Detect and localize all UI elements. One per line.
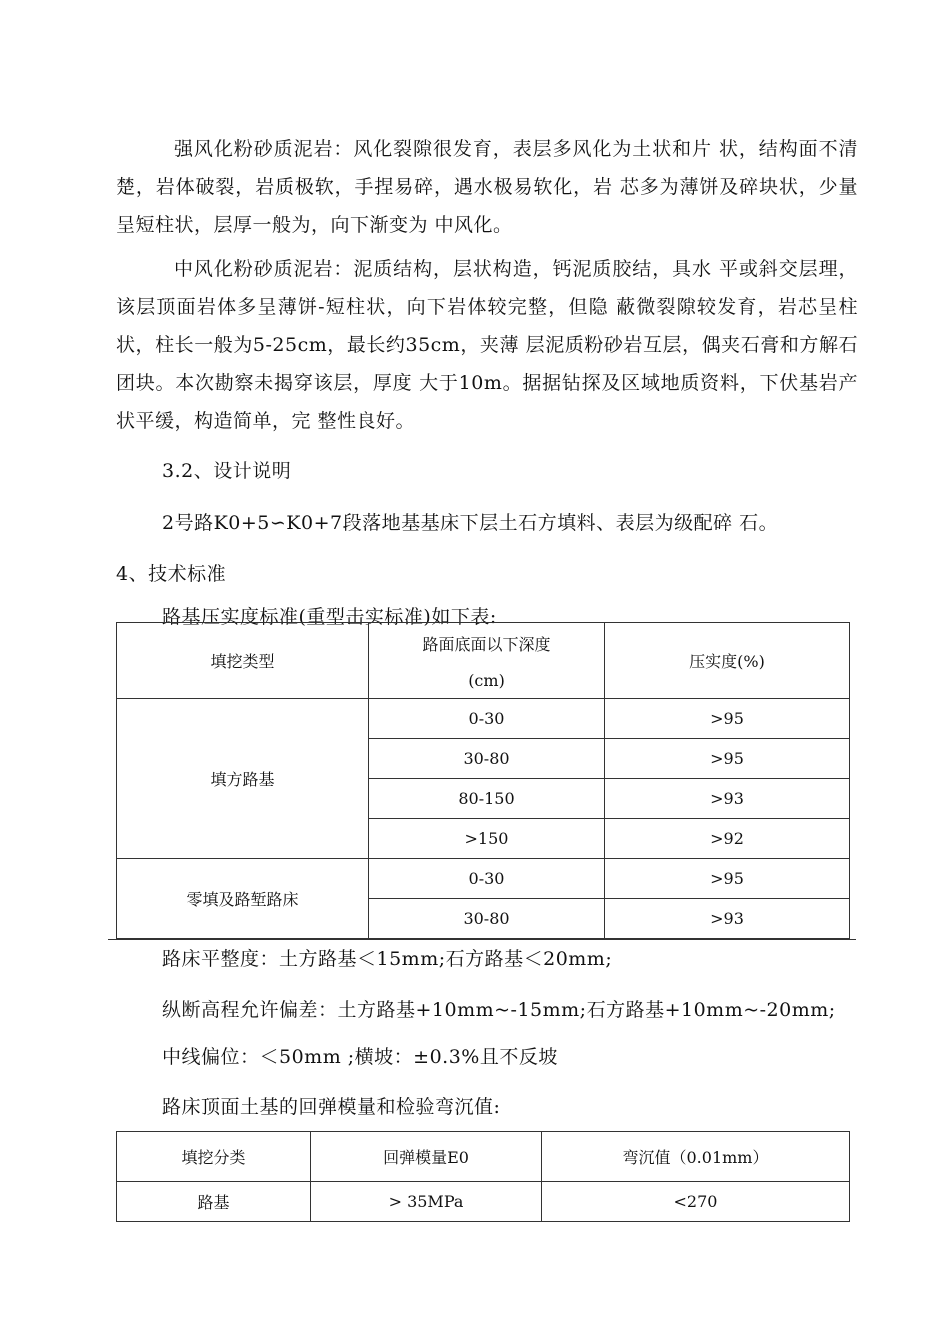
- table1-caption: 路基压实度标准(重型击实标准)如下表:: [162, 606, 497, 628]
- spec-modulus-intro: 路床顶面土基的回弹模量和检验弯沉值:: [162, 1096, 501, 1118]
- depth-cell: 30-80: [369, 899, 605, 939]
- section-heading-4: 4、技术标准: [116, 563, 227, 585]
- cell-subgrade: 路基: [117, 1182, 311, 1222]
- header-depth-unit: (cm): [468, 670, 505, 690]
- compaction-cell: >92: [605, 819, 850, 859]
- design-note: 2号路K0+5∽K0+7段落地基基床下层土石方填料、表层为级配碎 石。: [162, 512, 779, 534]
- header-fill-class: 填挖分类: [117, 1132, 311, 1182]
- header-fill-type: 填挖类型: [117, 623, 369, 699]
- paragraph-strongly-weathered: 强风化粉砂质泥岩：风化裂隙很发育，表层多风化为土状和片 状，结构面不清楚，岩体破裂，岩质极软，手捏易碎，遇水极易软化，岩 芯多为薄饼及碎块状，少量呈短柱状，层厚一般为，向下渐变为 中风化。: [116, 138, 858, 236]
- depth-cell: >150: [369, 819, 605, 859]
- depth-cell: 0-30: [369, 699, 605, 739]
- group-fill-subgrade: 填方路基: [117, 699, 369, 859]
- group-zero-fill-cut: 零填及路堑路床: [117, 859, 369, 939]
- header-depth: [369, 623, 605, 699]
- spec-elevation: 纵断高程允许偏差：土方路基+10mm~-15mm;石方路基+10mm~-20mm;: [162, 999, 836, 1021]
- table-bottom-rule: [108, 939, 856, 940]
- table-row: [117, 1182, 850, 1222]
- compaction-cell: >95: [605, 739, 850, 779]
- compaction-cell: >95: [605, 859, 850, 899]
- table-row: [117, 699, 850, 739]
- header-modulus: 回弹模量E0: [311, 1132, 542, 1182]
- compaction-cell: >95: [605, 699, 850, 739]
- depth-cell: 30-80: [369, 739, 605, 779]
- header-deflection: 弯沉值（0.01mm）: [542, 1132, 850, 1182]
- spec-flatness: 路床平整度：土方路基＜15mm;石方路基＜20mm;: [162, 948, 613, 970]
- compaction-cell: >93: [605, 779, 850, 819]
- compaction-cell: >93: [605, 899, 850, 939]
- cell-deflection: <270: [542, 1182, 850, 1222]
- cell-modulus: > 35MPa: [311, 1182, 542, 1222]
- compaction-table: [116, 622, 850, 939]
- section-heading-3-2: 3.2、设计说明: [162, 460, 292, 482]
- header-depth-label: 路面底面以下深度: [422, 634, 551, 654]
- spec-centerline: 中线偏位：＜50mm ;横坡：±0.3%且不反坡: [162, 1046, 558, 1068]
- table-row: [117, 859, 850, 899]
- depth-cell: 0-30: [369, 859, 605, 899]
- depth-cell: 80-150: [369, 779, 605, 819]
- paragraph-moderately-weathered: 中风化粉砂质泥岩：泥质结构，层状构造，钙泥质胶结，具水 平或斜交层理，该层顶面岩体多呈薄饼-短柱状，向下岩体较完整，但隐 蔽微裂隙较发育，岩芯呈柱状，柱长一般为5-25cm，最长约35cm，夹薄 层泥质粉砂岩互层，偶夹石膏和方解石团块。本次勘察未揭穿该层，厚度 大于10m。据据钻探及区域地质资料，下伏基岩产状平缓，构造简单，完 整性良好。: [116, 258, 858, 432]
- table-header-row: [117, 623, 850, 699]
- table-header-row: [117, 1132, 850, 1182]
- modulus-table: [116, 1131, 850, 1222]
- header-compaction: 压实度(%): [605, 623, 850, 699]
